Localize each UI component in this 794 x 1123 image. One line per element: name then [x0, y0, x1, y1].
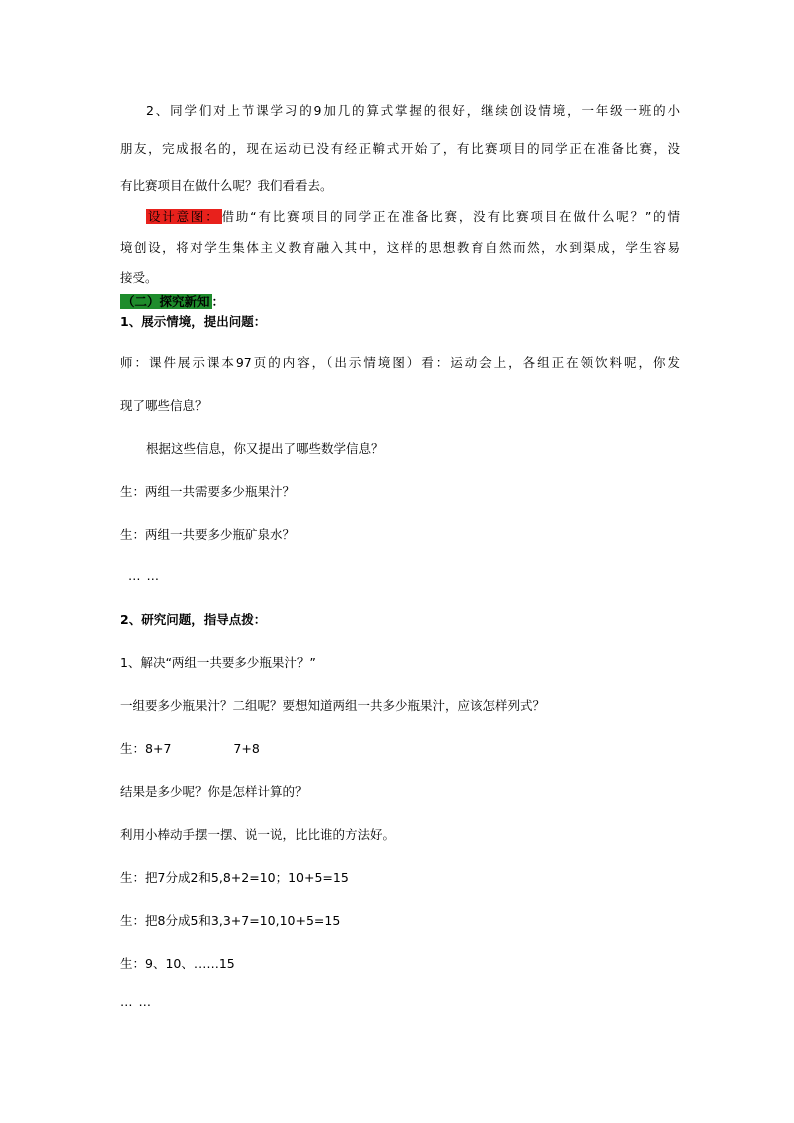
equation-line: [120, 741, 680, 757]
ellipsis: ……: [128, 568, 165, 583]
paragraph-line: 朋友，完成报名的，现在运动已没有经正鞥式开始了，有比赛项目的同学正在准备比赛，没: [120, 141, 680, 156]
student-answer: 生：把8分成5和3,3+7=10,10+5=15: [120, 913, 341, 928]
subheading: 2、研究问题，指导点拨：: [120, 612, 267, 627]
section-heading: [120, 294, 680, 310]
equation-1: 8+7: [145, 741, 172, 756]
section-label: （二）探究新知: [122, 294, 210, 309]
subheading: 1、展示情境，提出问题：: [120, 314, 267, 329]
student-answer: 生：两组一共要多少瓶矿泉水？: [120, 527, 296, 542]
paragraph-line: 师：课件展示课本97页的内容，（出示情境图）看：运动会上，各组正在领饮料呢，你发: [120, 355, 680, 370]
ellipsis: ……: [120, 994, 157, 1009]
paragraph-line: 根据这些信息，你又提出了哪些数学信息？: [146, 441, 384, 456]
paragraph-line: 一组要多少瓶果汁？二组呢？要想知道两组一共多少瓶果汁，应该怎样列式？: [120, 698, 546, 713]
paragraph-line: 现了哪些信息？: [120, 398, 208, 413]
paragraph-line: 境创设，将对学生集体主义教育融入其中，这样的思想教育自然而然，水到渠成，学生容易: [120, 240, 680, 255]
paragraph-line: 有比赛项目在做什么呢？我们看看去。: [120, 178, 333, 193]
equation-2: 7+8: [233, 741, 260, 756]
design-intent-line: [146, 209, 680, 225]
student-answer: 生：把7分成2和5,8+2=10；10+5=15: [120, 870, 349, 885]
paragraph-line: 利用小棒动手摆一摆、说一说，比比谁的方法好。: [120, 827, 396, 842]
student-answer: 生：9、10、……15: [120, 956, 235, 971]
paragraph-line: 1、解决“两组一共要多少瓶果汁？”: [120, 655, 316, 670]
design-intent-text: 借助“有比赛项目的同学正在准备比赛，没有比赛项目在做什么呢？”的情: [221, 209, 680, 224]
paragraph-line: 接受。: [120, 270, 158, 285]
paragraph-line: 结果是多少呢？你是怎样计算的？: [120, 784, 308, 799]
equation-prefix: 生：: [120, 741, 146, 756]
section-label-colon: ：: [211, 294, 225, 309]
design-intent-label: 设计意图：: [148, 209, 220, 224]
student-answer: 生：两组一共需要多少瓶果汁？: [120, 484, 296, 499]
paragraph-line: 2、同学们对上节课学习的9加几的算式掌握的很好，继续创设情境，一年级一班的小: [146, 103, 680, 118]
